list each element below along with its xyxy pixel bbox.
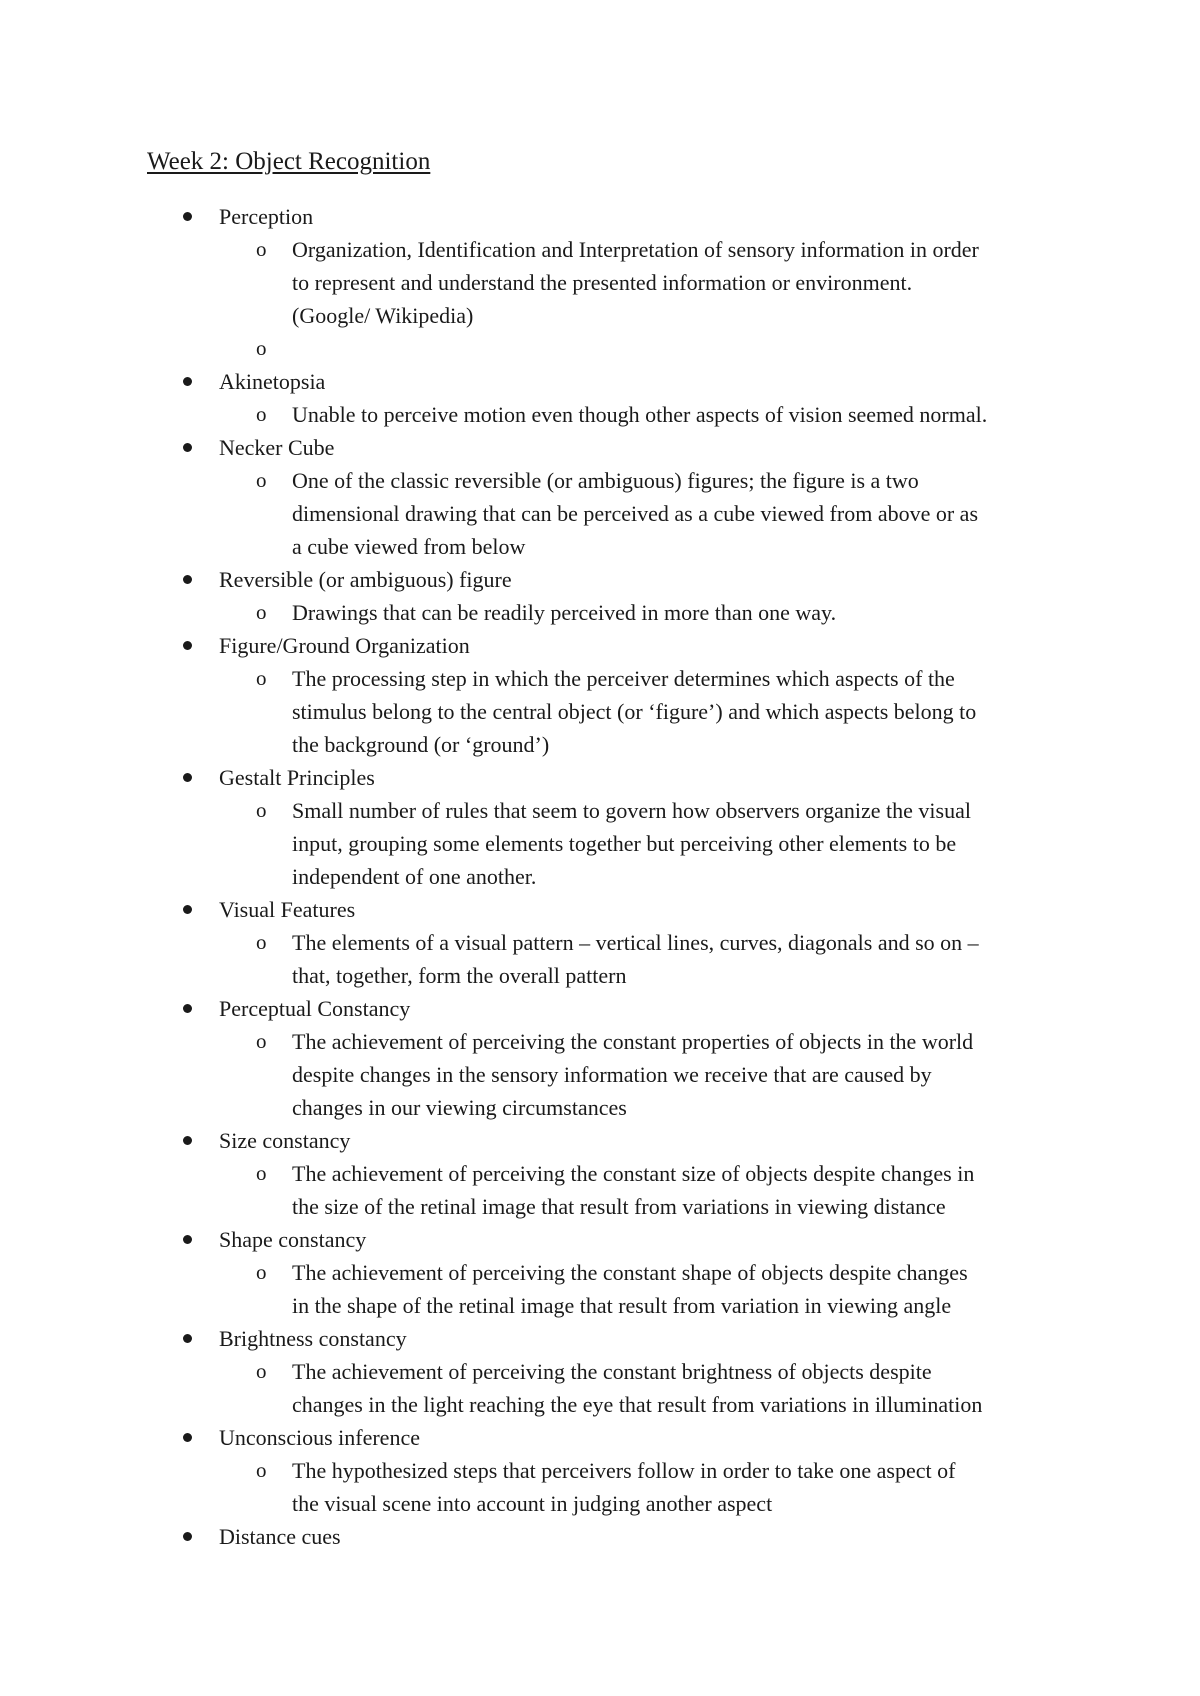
definition-line: The elements of a visual pattern – vertical lines, curves, diagonals and so on –: [292, 930, 979, 955]
definition-line: One of the classic reversible (or ambiguous) figures; the figure is a two: [292, 468, 919, 493]
definition-line: stimulus belong to the central object (or ‘figure’) and which aspects belong to: [292, 699, 977, 724]
sub-item: [0, 332, 1200, 365]
term-label: Visual Features: [219, 897, 356, 922]
term-label: Brightness constancy: [219, 1326, 407, 1351]
term-label: Figure/Ground Organization: [219, 633, 470, 658]
definition-line: The achievement of perceiving the constant size of objects despite changes in: [292, 1161, 975, 1186]
sub-item: [0, 1355, 1200, 1421]
bullet-line: [0, 761, 1200, 794]
term-label: Distance cues: [219, 1524, 341, 1549]
sub-bullet-icon: o: [256, 237, 267, 261]
sub-bullet-icon: o: [256, 1359, 267, 1383]
sub-bullet-icon: o: [256, 1029, 267, 1053]
sub-bullet-icon: o: [256, 468, 267, 492]
bullet-icon: [183, 1433, 192, 1442]
sub-item: [0, 1454, 1200, 1520]
definition-line: that, together, form the overall pattern: [292, 963, 627, 988]
sub-item: [0, 926, 1200, 992]
bullet-line: [0, 629, 1200, 662]
list-item: [0, 629, 1200, 761]
definition-line: a cube viewed from below: [292, 534, 526, 559]
definition-line: Small number of rules that seem to govern how observers organize the visual: [292, 798, 971, 823]
sub-bullet-icon: o: [256, 1458, 267, 1482]
definition-text: [292, 1256, 1072, 1322]
notes-list: [0, 200, 1200, 1553]
bullet-line: [0, 1520, 1200, 1553]
sub-item: [0, 464, 1200, 563]
definition-line: despite changes in the sensory information we receive that are caused by: [292, 1062, 932, 1087]
sub-item: [0, 794, 1200, 893]
sub-bullet-icon: o: [256, 402, 267, 426]
definition-line: changes in our viewing circumstances: [292, 1095, 627, 1120]
definition-text: [292, 1157, 1072, 1223]
term-label: Unconscious inference: [219, 1425, 420, 1450]
definition-line: the size of the retinal image that result from variations in viewing distance: [292, 1194, 946, 1219]
bullet-icon: [183, 575, 192, 584]
bullet-line: [0, 1421, 1200, 1454]
definition-line: input, grouping some elements together but perceiving other elements to be: [292, 831, 957, 856]
definition-line: in the shape of the retinal image that result from variation in viewing angle: [292, 1293, 952, 1318]
definition-text: [292, 233, 1072, 332]
list-item: [0, 1520, 1200, 1553]
list-item: [0, 1223, 1200, 1322]
definition-line: The achievement of perceiving the constant brightness of objects despite: [292, 1359, 932, 1384]
definition-line: The achievement of perceiving the constant properties of objects in the world: [292, 1029, 974, 1054]
sub-bullet-icon: o: [256, 930, 267, 954]
list-item: [0, 200, 1200, 365]
definition-line: Organization, Identification and Interpretation of sensory information in order: [292, 237, 979, 262]
definition-text: [292, 794, 1072, 893]
bullet-icon: [183, 641, 192, 650]
bullet-line: [0, 1124, 1200, 1157]
term-label: Perceptual Constancy: [219, 996, 411, 1021]
bullet-line: [0, 431, 1200, 464]
bullet-icon: [183, 1532, 192, 1541]
list-item: [0, 893, 1200, 992]
bullet-icon: [183, 1004, 192, 1013]
list-item: [0, 1421, 1200, 1520]
definition-text: [292, 1025, 1072, 1124]
definition-line: (Google/ Wikipedia): [292, 303, 474, 328]
definition-line: The achievement of perceiving the constant shape of objects despite changes: [292, 1260, 968, 1285]
bullet-line: [0, 563, 1200, 596]
list-item: [0, 1322, 1200, 1421]
definition-text: [292, 662, 1072, 761]
bullet-icon: [183, 377, 192, 386]
sub-bullet-icon: o: [256, 600, 267, 624]
sub-bullet-icon: o: [256, 666, 267, 690]
term-label: Akinetopsia: [219, 369, 326, 394]
term-label: Size constancy: [219, 1128, 351, 1153]
term-label: Necker Cube: [219, 435, 335, 460]
bullet-icon: [183, 1235, 192, 1244]
sub-item: [0, 233, 1200, 332]
definition-line: Drawings that can be readily perceived in more than one way.: [292, 600, 837, 625]
definition-line: dimensional drawing that can be perceived as a cube viewed from above or as: [292, 501, 979, 526]
bullet-icon: [183, 1334, 192, 1343]
bullet-line: [0, 992, 1200, 1025]
sub-item: [0, 1025, 1200, 1124]
sub-bullet-icon: o: [256, 336, 267, 360]
sub-bullet-icon: o: [256, 1260, 267, 1284]
bullet-icon: [183, 773, 192, 782]
definition-line: The processing step in which the perceiver determines which aspects of the: [292, 666, 955, 691]
definition-line: the background (or ‘ground’): [292, 732, 550, 757]
definition-text: [292, 926, 1072, 992]
list-item: [0, 761, 1200, 893]
list-item: [0, 563, 1200, 629]
sub-item: [0, 1256, 1200, 1322]
definition-text: [292, 332, 1072, 365]
definition-line: to represent and understand the presented information or environment.: [292, 270, 913, 295]
bullet-icon: [183, 443, 192, 452]
bullet-line: [0, 1223, 1200, 1256]
definition-text: [292, 596, 1072, 629]
sub-bullet-icon: o: [256, 1161, 267, 1185]
term-label: Perception: [219, 204, 314, 229]
bullet-icon: [183, 212, 192, 221]
bullet-icon: [183, 1136, 192, 1145]
sub-item: [0, 662, 1200, 761]
sub-bullet-icon: o: [256, 798, 267, 822]
definition-text: [292, 1355, 1072, 1421]
bullet-icon: [183, 905, 192, 914]
list-item: [0, 1124, 1200, 1223]
definition-line: Unable to perceive motion even though other aspects of vision seemed normal.: [292, 402, 988, 427]
bullet-line: [0, 365, 1200, 398]
definition-line: the visual scene into account in judging another aspect: [292, 1491, 773, 1516]
bullet-line: [0, 1322, 1200, 1355]
sub-item: [0, 398, 1200, 431]
list-item: [0, 431, 1200, 563]
definition-line: The hypothesized steps that perceivers follow in order to take one aspect of: [292, 1458, 956, 1483]
bullet-line: [0, 200, 1200, 233]
list-item: [0, 992, 1200, 1124]
term-label: Gestalt Principles: [219, 765, 375, 790]
term-label: Reversible (or ambiguous) figure: [219, 567, 512, 592]
sub-item: [0, 1157, 1200, 1223]
definition-text: [292, 398, 1072, 431]
definition-text: [292, 464, 1072, 563]
definition-text: [292, 1454, 1072, 1520]
page-title: Week 2: Object Recognition: [147, 148, 431, 175]
bullet-line: [0, 893, 1200, 926]
list-item: [0, 365, 1200, 431]
definition-line: changes in the light reaching the eye that result from variations in illumination: [292, 1392, 983, 1417]
term-label: Shape constancy: [219, 1227, 367, 1252]
definition-line: independent of one another.: [292, 864, 537, 889]
sub-item: [0, 596, 1200, 629]
